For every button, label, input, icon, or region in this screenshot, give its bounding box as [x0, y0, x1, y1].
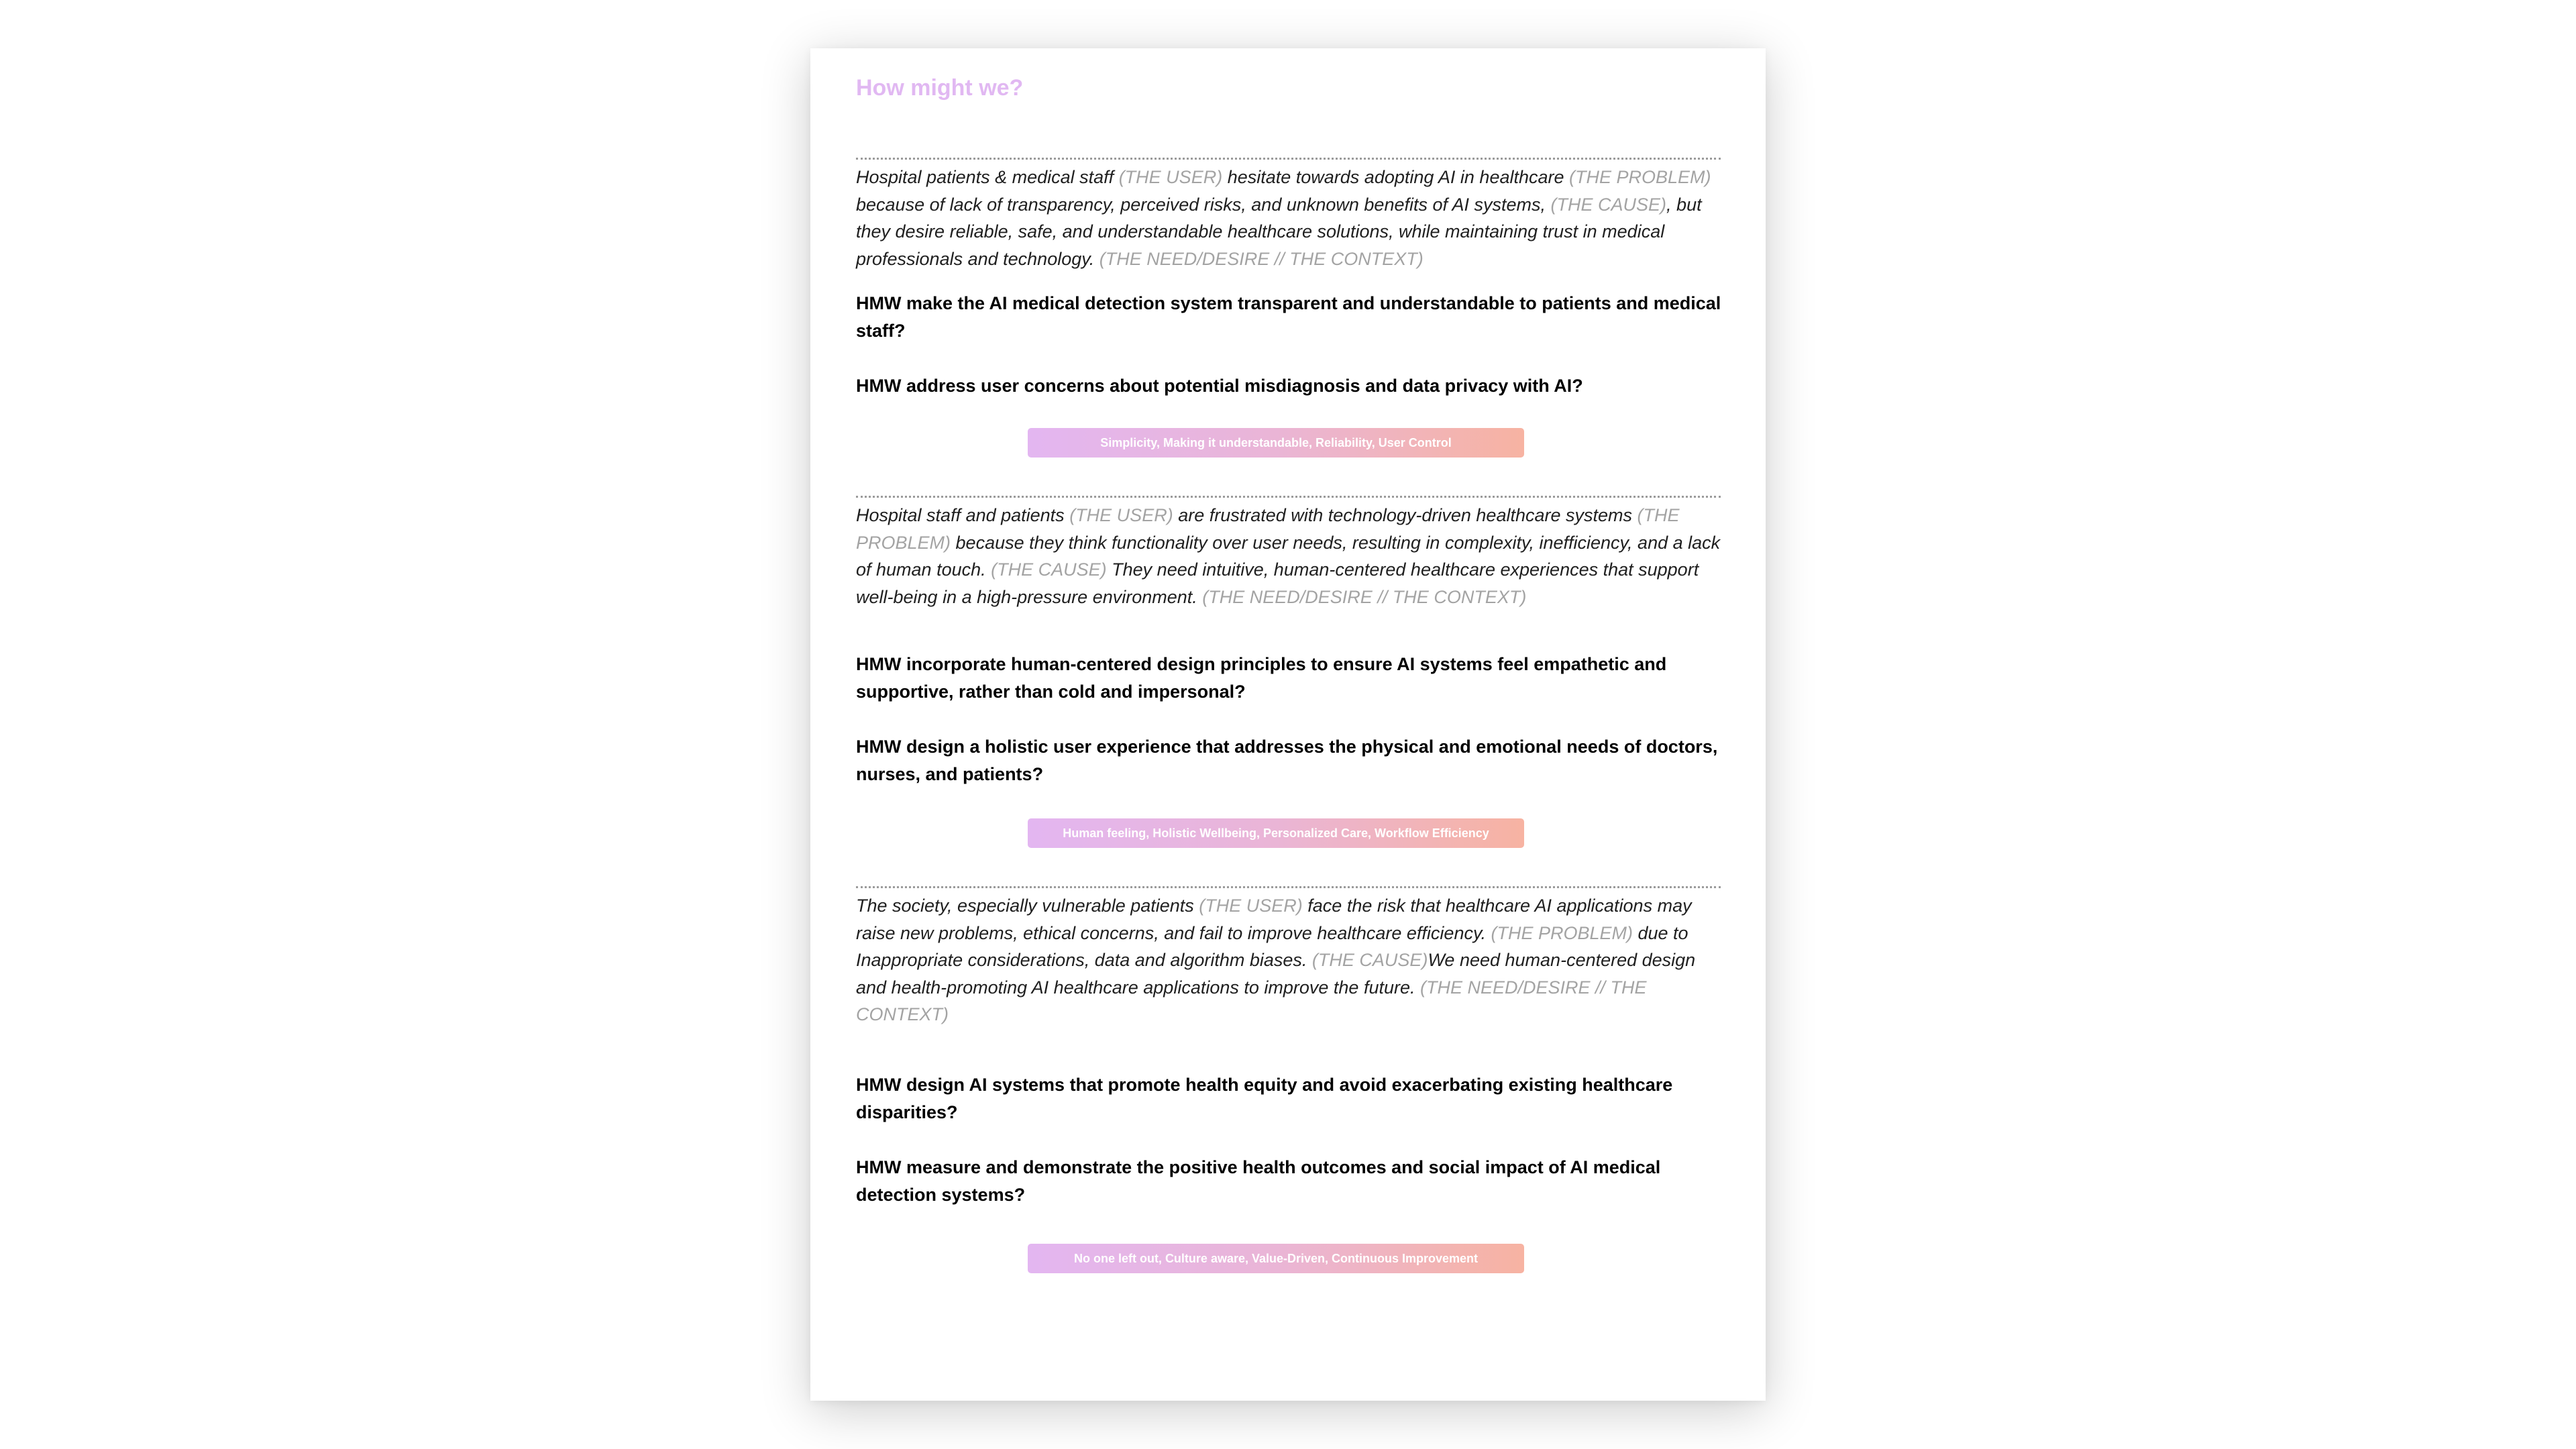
statement-tag: (THE USER)	[1069, 505, 1173, 525]
hmw-question: HMW make the AI medical detection system transparent and understandable to patients and medical staff?	[856, 293, 1721, 341]
hmw-question: HMW design a holistic user experience that addresses the physical and emotional needs of doctors, nurses, and patients?	[856, 737, 1718, 784]
statement-tag: (THE NEED/DESIRE // THE CONTEXT)	[1099, 248, 1424, 269]
statement-tag: (THE USER)	[1199, 896, 1303, 916]
hmw-question: HMW measure and demonstrate the positive health outcomes and social impact of AI medical detection systems?	[856, 1157, 1661, 1205]
hmw-question: HMW address user concerns about potential misdiagnosis and data privacy with AI?	[856, 376, 1583, 396]
statement-text: hesitate towards adopting AI in healthcare	[1222, 167, 1570, 187]
section-divider	[856, 158, 1721, 160]
section-divider	[856, 496, 1721, 498]
section-divider	[856, 886, 1721, 888]
statement-tag: (THE USER)	[1118, 167, 1223, 187]
hmw-question: HMW incorporate human-centered design principles to ensure AI systems feel empathetic and supportive, rather than cold and impersonal?	[856, 654, 1667, 702]
statement-text: Hospital patients & medical staff	[856, 167, 1119, 187]
page-title: How might we?	[856, 75, 1024, 101]
statement-text: We need human-centered design and health-promoting AI healthcare applications to improve the future.	[856, 950, 1696, 998]
statement-tag: (THE CAUSE)	[991, 559, 1107, 580]
statement-text: are frustrated with technology-driven healthcare systems	[1173, 505, 1638, 525]
document-page	[810, 48, 1766, 1401]
statement-text: face the risk that healthcare AI applications may raise new problems, ethical concerns, and fail to improve healthcare efficiency.	[856, 896, 1692, 943]
statement-tag: (THE NEED/DESIRE // THE CONTEXT)	[1202, 586, 1527, 607]
statement-tag: (THE PROBLEM)	[1569, 167, 1711, 187]
value-tags-pill: No one left out, Culture aware, Value-Driven, Continuous Improvement	[1028, 1244, 1524, 1273]
problem-statement	[856, 892, 1723, 1028]
problem-statement	[856, 164, 1723, 272]
statement-tag: (THE PROBLEM)	[1491, 922, 1633, 943]
value-tags-pill: Human feeling, Holistic Wellbeing, Personalized Care, Workflow Efficiency	[1028, 818, 1524, 848]
statement-tag: (THE CAUSE)	[1311, 950, 1428, 970]
hmw-question: HMW design AI systems that promote health equity and avoid exacerbating existing healthcare disparities?	[856, 1075, 1673, 1122]
statement-tag: (THE CAUSE)	[1550, 194, 1667, 215]
statement-tag: (THE NEED/DESIRE // THE CONTEXT)	[856, 977, 1647, 1024]
statement-text: Hospital staff and patients	[856, 505, 1070, 525]
statement-text: because of lack of transparency, perceived risks, and unknown benefits of AI systems,	[856, 194, 1551, 215]
statement-text: due to Inappropriate considerations, data and algorithm biases.	[856, 922, 1688, 970]
value-tags-pill: Simplicity, Making it understandable, Reliability, User Control	[1028, 428, 1524, 458]
statement-text: because they think functionality over user needs, resulting in complexity, inefficiency, and a lack of human touch.	[856, 532, 1721, 580]
statement-text: The society, especially vulnerable patients	[856, 896, 1199, 916]
problem-statement	[856, 502, 1723, 610]
statement-tag: (THE PROBLEM)	[856, 505, 1680, 553]
statement-text: They need intuitive, human-centered healthcare experiences that support well-being in a high-pressure environment.	[856, 559, 1699, 607]
statement-text: , but they desire reliable, safe, and understandable healthcare solutions, while maintaining trust in medical professionals and technology.	[856, 194, 1702, 269]
